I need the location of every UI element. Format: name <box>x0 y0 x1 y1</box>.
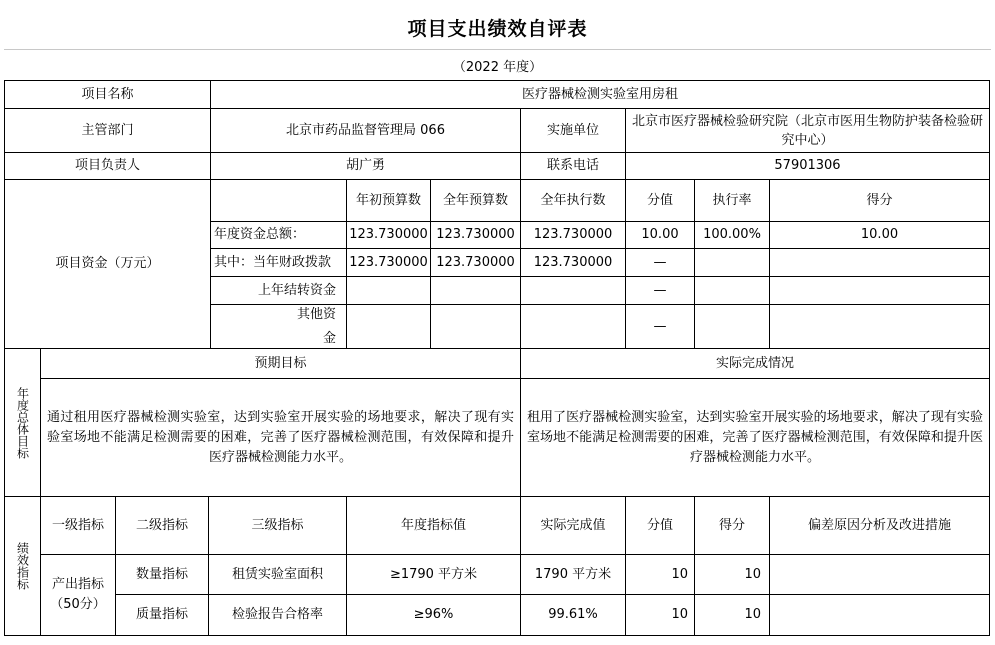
perf-row-target: ≥96% <box>346 594 521 636</box>
funds-row-executed: 123.730000 <box>520 248 626 277</box>
perf-row-level3: 检验报告合格率 <box>208 594 347 636</box>
funds-row-rate <box>694 276 770 305</box>
funds-row-executed <box>520 304 626 349</box>
perf-row-score: 10 <box>694 594 770 636</box>
perf-header-level2: 二级指标 <box>115 496 209 555</box>
impl-unit-value: 北京市医疗器械检验研究院（北京市医用生物防护装备检验研究中心） <box>625 108 990 153</box>
perf-header-target: 年度指标值 <box>346 496 521 555</box>
leader-value: 胡广勇 <box>210 152 521 180</box>
funds-header-executed: 全年执行数 <box>520 179 626 222</box>
funds-header-initial: 年初预算数 <box>346 179 431 222</box>
actual-completion-text: 租用了医疗器械检测实验室，达到实验室开展实验的场地要求，解决了现有实验室场地不能满足检测需要的困难，完善了医疗器械检测范围，有效保障和提升医疗器械检测能力水平。 <box>520 378 990 497</box>
perf-row-score: 10 <box>694 554 770 595</box>
funds-row-label: 上年结转资金 <box>210 276 347 305</box>
expected-goal-header: 预期目标 <box>40 348 521 379</box>
funds-row-executed <box>520 276 626 305</box>
perf-header-score-value: 分值 <box>625 496 695 555</box>
funds-row-executed: 123.730000 <box>520 221 626 249</box>
funds-row-label: 年度资金总额： <box>210 221 347 249</box>
phone-label: 联系电话 <box>520 152 626 180</box>
funds-row-initial <box>346 276 431 305</box>
funds-row-score-value: — <box>625 304 695 349</box>
perf-header-score: 得分 <box>694 496 770 555</box>
perf-row-score-value: 10 <box>625 594 695 636</box>
perf-row-reason <box>769 594 990 636</box>
funds-label: 项目资金（万元） <box>4 179 211 349</box>
funds-row-rate <box>694 304 770 349</box>
perf-row-target: ≥1790 平方米 <box>346 554 521 595</box>
funds-row-annual <box>430 276 521 305</box>
perf-level1-output: 产出指标（50分） <box>40 554 116 636</box>
funds-header-rate: 执行率 <box>694 179 770 222</box>
funds-row-score: 10.00 <box>769 221 990 249</box>
project-name-label: 项目名称 <box>4 80 211 109</box>
funds-header-score-value: 分值 <box>625 179 695 222</box>
actual-completion-header: 实际完成情况 <box>520 348 990 379</box>
report-year: （2022 年度） <box>452 60 543 75</box>
funds-row-score <box>769 304 990 349</box>
funds-row-annual <box>430 304 521 349</box>
perf-row-actual: 99.61% <box>520 594 626 636</box>
funds-row-initial: 123.730000 <box>346 248 431 277</box>
funds-row-initial: 123.730000 <box>346 221 431 249</box>
funds-row-rate: 100.00% <box>694 221 770 249</box>
funds-header-score: 得分 <box>769 179 990 222</box>
funds-row-score <box>769 248 990 277</box>
perf-row-level2: 数量指标 <box>115 554 209 595</box>
funds-row-annual: 123.730000 <box>430 248 521 277</box>
dept-label: 主管部门 <box>4 108 211 153</box>
title-divider <box>4 49 991 50</box>
funds-row-score-value: — <box>625 276 695 305</box>
page-title: 项目支出绩效自评表 <box>407 18 588 40</box>
perf-row-actual: 1790 平方米 <box>520 554 626 595</box>
funds-row-score-value: 10.00 <box>625 221 695 249</box>
funds-header-blank <box>210 179 347 222</box>
perf-row-level3: 租赁实验室面积 <box>208 554 347 595</box>
impl-unit-label: 实施单位 <box>520 108 626 153</box>
perf-header-reason: 偏差原因分析及改进措施 <box>769 496 990 555</box>
funds-row-score <box>769 276 990 305</box>
project-name-value: 医疗器械检测实验室用房租 <box>210 80 990 109</box>
funds-row-score-value: — <box>625 248 695 277</box>
perf-row-level2: 质量指标 <box>115 594 209 636</box>
funds-row-label: 其中：当年财政拨款 <box>210 248 347 277</box>
leader-label: 项目负责人 <box>4 152 211 180</box>
dept-value: 北京市药品监督管理局 066 <box>210 108 521 153</box>
perf-row-reason <box>769 554 990 595</box>
phone-value: 57901306 <box>625 152 990 180</box>
perf-row-score-value: 10 <box>625 554 695 595</box>
perf-header-actual: 实际完成值 <box>520 496 626 555</box>
perf-header-level3: 三级指标 <box>208 496 347 555</box>
funds-row-annual: 123.730000 <box>430 221 521 249</box>
perf-header-level1: 一级指标 <box>40 496 116 555</box>
funds-row-initial <box>346 304 431 349</box>
funds-row-rate <box>694 248 770 277</box>
expected-goal-text: 通过租用医疗器械检测实验室，达到实验室开展实验的场地要求，解决了现有实验室场地不能满足检测需要的困难，完善了医疗器械检测范围，有效保障和提升医疗器械检测能力水平。 <box>40 378 521 497</box>
funds-row-label: 其他资金 <box>210 304 347 349</box>
funds-header-annual: 全年预算数 <box>430 179 521 222</box>
performance-side-label: 绩效指标 <box>4 496 41 636</box>
annual-goals-side-label: 年度总体目标 <box>4 348 41 497</box>
